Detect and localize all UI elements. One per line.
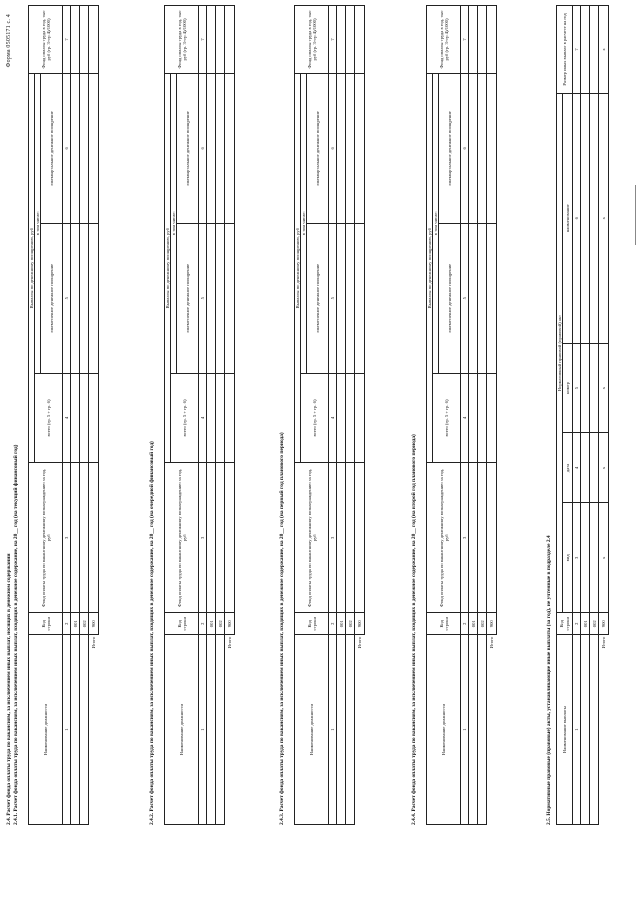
cell-code: 001 bbox=[207, 613, 216, 635]
cell-value[interactable] bbox=[590, 503, 599, 613]
cell-value[interactable] bbox=[337, 6, 346, 74]
cell-value[interactable] bbox=[469, 6, 478, 74]
cell-value[interactable] bbox=[590, 93, 599, 343]
page-edge-mark bbox=[635, 185, 636, 245]
total-value[interactable] bbox=[487, 6, 497, 74]
cell-value[interactable] bbox=[80, 373, 89, 463]
cell-position[interactable] bbox=[346, 635, 355, 825]
cell-value[interactable] bbox=[216, 6, 225, 74]
cell-position[interactable] bbox=[337, 635, 346, 825]
cell-position[interactable] bbox=[80, 635, 89, 825]
column-number: 4 bbox=[573, 433, 581, 503]
table-title: 2.4.3. Расчет фонда оплаты труда по вакансиям, за исключением иных выплат, входящих в денежное содержание, на 20__ год (на первый год планового периода) bbox=[279, 432, 285, 825]
subsection-title: 2.4.1. Расчет фонда оплаты труда по вакансиям, за исключением иных выплат, входящих в денежное содержание, на 20__ год (на текущий финансовый год) bbox=[13, 444, 19, 825]
cell-position[interactable] bbox=[71, 635, 80, 825]
cell-value[interactable] bbox=[590, 343, 599, 433]
total-code: 900 bbox=[225, 613, 235, 635]
header-year-fund: Фонд оплаты труда в год, тыс руб (гр. 3+гр 4)/1000) bbox=[29, 6, 63, 74]
header-name: Наименование должности bbox=[295, 635, 329, 825]
column-number: 5 bbox=[199, 223, 207, 373]
total-value[interactable] bbox=[89, 6, 99, 74]
header-payments: Выплаты по денежному поощрению, руб bbox=[29, 73, 35, 462]
total-value[interactable] bbox=[89, 373, 99, 463]
total-value[interactable] bbox=[487, 73, 497, 223]
cell-position[interactable] bbox=[216, 635, 225, 825]
total-value[interactable] bbox=[225, 73, 235, 223]
cell-payment[interactable] bbox=[590, 635, 599, 825]
column-number: 3 bbox=[63, 463, 71, 613]
column-number: 6 bbox=[461, 73, 469, 223]
header-quarterly: ежеквартальное денежное поощрение bbox=[439, 73, 461, 223]
column-number: 4 bbox=[461, 373, 469, 463]
section-title: 2.4. Расчет фонда оплаты труда по вакансиям, за исключением иных выплат, носящих в денежном содержании bbox=[6, 553, 12, 825]
cell-value[interactable] bbox=[80, 463, 89, 613]
cell-code: 001 bbox=[71, 613, 80, 635]
column-number: 6 bbox=[573, 93, 581, 343]
cell-value[interactable] bbox=[346, 73, 355, 223]
cell-value[interactable] bbox=[337, 373, 346, 463]
total-code: 900 bbox=[487, 613, 497, 635]
total-value[interactable] bbox=[355, 373, 365, 463]
total-mark: x bbox=[599, 93, 609, 343]
total-value[interactable] bbox=[487, 373, 497, 463]
cell-value[interactable] bbox=[478, 463, 487, 613]
header-including: в том числе: bbox=[171, 73, 177, 373]
cell-value[interactable] bbox=[478, 6, 487, 74]
cell-value[interactable] bbox=[207, 73, 216, 223]
cell-payment[interactable] bbox=[581, 635, 590, 825]
cell-value[interactable] bbox=[346, 223, 355, 373]
total-row bbox=[89, 6, 99, 825]
total-value[interactable] bbox=[89, 223, 99, 373]
wage-table bbox=[164, 5, 235, 825]
cell-code: 002 bbox=[80, 613, 89, 635]
column-numbers-row bbox=[63, 6, 71, 825]
total-value[interactable] bbox=[487, 463, 497, 613]
header-amount: Размер иных выплат в расчете на год bbox=[557, 6, 573, 94]
header-code: Код строки bbox=[427, 613, 461, 635]
column-number: 7 bbox=[461, 6, 469, 74]
cell-value[interactable] bbox=[337, 73, 346, 223]
column-number: 3 bbox=[329, 463, 337, 613]
column-number: 6 bbox=[63, 73, 71, 223]
column-number: 5 bbox=[63, 223, 71, 373]
header-payments: Выплаты по денежному поощрению, руб bbox=[165, 73, 171, 462]
cell-value[interactable] bbox=[469, 223, 478, 373]
column-number: 3 bbox=[461, 463, 469, 613]
table-title: 2.4.2. Расчет фонда оплаты труда по вакансиям, за исключением иных выплат, входящих в денежное содержание, на 20__ год (на очередной финансовый год) bbox=[149, 441, 155, 825]
normative-title: 2.5. Нормативные правовые (правовые) акты, устанавливающие иные выплаты (за год), не учтенные в подразделе 2.4 bbox=[546, 535, 552, 825]
column-number: 2 bbox=[63, 613, 71, 635]
header-payments: Выплаты по денежному поощрению, руб bbox=[427, 73, 433, 462]
cell-value[interactable] bbox=[71, 223, 80, 373]
column-numbers-row bbox=[199, 6, 207, 825]
total-value[interactable] bbox=[355, 463, 365, 613]
total-code: 900 bbox=[599, 613, 609, 635]
column-number: 6 bbox=[199, 73, 207, 223]
header-total: всего (гр. 5 + гр. 6) bbox=[35, 373, 63, 463]
column-number: 1 bbox=[461, 635, 469, 825]
total-label: Итого bbox=[355, 635, 365, 825]
form-code: Форма 0505171 с. 4 bbox=[6, 14, 12, 68]
column-numbers-row bbox=[573, 6, 581, 825]
column-number: 5 bbox=[329, 223, 337, 373]
cell-value[interactable] bbox=[478, 373, 487, 463]
cell-code: 001 bbox=[469, 613, 478, 635]
column-number: 2 bbox=[329, 613, 337, 635]
header-monthly: ежемесячное денежное поощрение bbox=[439, 223, 461, 373]
total-mark: x bbox=[599, 503, 609, 613]
total-row bbox=[487, 6, 497, 825]
header-act-name: наименование bbox=[563, 93, 573, 343]
column-number: 5 bbox=[573, 343, 581, 433]
total-mark: x bbox=[599, 433, 609, 503]
column-number: 2 bbox=[461, 613, 469, 635]
cell-value[interactable] bbox=[216, 463, 225, 613]
header-name: Наименование должности bbox=[427, 635, 461, 825]
wage-table bbox=[28, 5, 99, 825]
cell-code: 002 bbox=[216, 613, 225, 635]
cell-value[interactable] bbox=[71, 6, 80, 74]
header-name: Наименование должности bbox=[165, 635, 199, 825]
cell-value[interactable] bbox=[581, 503, 590, 613]
cell-value[interactable] bbox=[216, 73, 225, 223]
header-fund: Фонд оплаты труда по вакантному денежному вознаграждению за год, руб bbox=[29, 463, 63, 613]
cell-value[interactable] bbox=[590, 6, 599, 94]
cell-value[interactable] bbox=[71, 373, 80, 463]
header-monthly: ежемесячное денежное поощрение bbox=[307, 223, 329, 373]
total-value[interactable] bbox=[225, 463, 235, 613]
cell-value[interactable] bbox=[469, 463, 478, 613]
normative-table bbox=[556, 5, 609, 825]
cell-value[interactable] bbox=[80, 223, 89, 373]
table-row bbox=[207, 6, 216, 825]
column-number: 7 bbox=[199, 6, 207, 74]
column-number: 4 bbox=[63, 373, 71, 463]
cell-value[interactable] bbox=[590, 433, 599, 503]
header-payments: Выплаты по денежному поощрению, руб bbox=[295, 73, 301, 462]
cell-value[interactable] bbox=[337, 463, 346, 613]
header-total: всего (гр. 5 + гр. 6) bbox=[433, 373, 461, 463]
table-row bbox=[478, 6, 487, 825]
cell-code: 001 bbox=[581, 613, 590, 635]
column-number: 1 bbox=[329, 635, 337, 825]
table-row bbox=[469, 6, 478, 825]
header-fund: Фонд оплаты труда по вакантному денежному вознаграждению за год, руб bbox=[295, 463, 329, 613]
cell-position[interactable] bbox=[478, 635, 487, 825]
column-numbers-row bbox=[461, 6, 469, 825]
cell-value[interactable] bbox=[207, 373, 216, 463]
total-value[interactable] bbox=[487, 223, 497, 373]
cell-code: 002 bbox=[478, 613, 487, 635]
column-number: 4 bbox=[329, 373, 337, 463]
header-quarterly: ежеквартальное денежное поощрение bbox=[177, 73, 199, 223]
cell-value[interactable] bbox=[581, 433, 590, 503]
header-quarterly: ежеквартальное денежное поощрение bbox=[307, 73, 329, 223]
cell-code: 001 bbox=[337, 613, 346, 635]
cell-value[interactable] bbox=[478, 223, 487, 373]
header-quarterly: ежеквартальное денежное поощрение bbox=[41, 73, 63, 223]
table-row bbox=[590, 6, 599, 825]
cell-value[interactable] bbox=[469, 73, 478, 223]
header-monthly: ежемесячное денежное поощрение bbox=[177, 223, 199, 373]
total-code: 900 bbox=[89, 613, 99, 635]
header-code: Код строки bbox=[165, 613, 199, 635]
total-mark: x bbox=[599, 343, 609, 433]
column-number: 1 bbox=[573, 635, 581, 825]
cell-value[interactable] bbox=[80, 6, 89, 74]
table-title: 2.4.4. Расчет фонда оплаты труда по вакансиям, за исключением иных выплат, входящих в денежное содержание, на 20__ год (на второй год планового периода) bbox=[411, 434, 417, 825]
column-number: 7 bbox=[63, 6, 71, 74]
cell-value[interactable] bbox=[581, 343, 590, 433]
column-number: 1 bbox=[199, 635, 207, 825]
total-row bbox=[599, 6, 609, 825]
cell-value[interactable] bbox=[207, 6, 216, 74]
total-mark: x bbox=[599, 6, 609, 94]
column-number: 3 bbox=[573, 503, 581, 613]
wage-table bbox=[426, 5, 497, 825]
cell-value[interactable] bbox=[337, 223, 346, 373]
column-number: 7 bbox=[573, 6, 581, 94]
total-label: Итого bbox=[487, 635, 497, 825]
table-row bbox=[581, 6, 590, 825]
table-row bbox=[80, 6, 89, 825]
total-row bbox=[355, 6, 365, 825]
cell-value[interactable] bbox=[71, 463, 80, 613]
header-code: Код строки bbox=[557, 613, 573, 635]
wage-table bbox=[294, 5, 365, 825]
cell-position[interactable] bbox=[207, 635, 216, 825]
cell-position[interactable] bbox=[469, 635, 478, 825]
header-payment-name: Наименование выплаты bbox=[557, 635, 573, 825]
column-number: 2 bbox=[199, 613, 207, 635]
header-year-fund: Фонд оплаты труда в год, тыс руб (гр. 3+гр 4)/1000) bbox=[295, 6, 329, 74]
total-value[interactable] bbox=[225, 373, 235, 463]
column-number: 4 bbox=[199, 373, 207, 463]
cell-value[interactable] bbox=[346, 373, 355, 463]
cell-value[interactable] bbox=[478, 73, 487, 223]
cell-value[interactable] bbox=[469, 373, 478, 463]
cell-value[interactable] bbox=[581, 93, 590, 343]
cell-value[interactable] bbox=[581, 6, 590, 94]
header-fund: Фонд оплаты труда по вакантному денежному вознаграждению за год, руб bbox=[165, 463, 199, 613]
table-row bbox=[71, 6, 80, 825]
column-numbers-row bbox=[329, 6, 337, 825]
header-total: всего (гр. 5 + гр. 6) bbox=[301, 373, 329, 463]
header-kind: вид bbox=[563, 503, 573, 613]
total-value[interactable] bbox=[355, 6, 365, 74]
cell-value[interactable] bbox=[346, 463, 355, 613]
cell-value[interactable] bbox=[207, 223, 216, 373]
table-row bbox=[216, 6, 225, 825]
header-monthly: ежемесячное денежное поощрение bbox=[41, 223, 63, 373]
column-number: 3 bbox=[199, 463, 207, 613]
cell-code: 002 bbox=[346, 613, 355, 635]
total-label: Итого bbox=[225, 635, 235, 825]
header-number: номер bbox=[563, 343, 573, 433]
cell-value[interactable] bbox=[207, 463, 216, 613]
total-code: 900 bbox=[355, 613, 365, 635]
cell-value[interactable] bbox=[71, 73, 80, 223]
table-row bbox=[346, 6, 355, 825]
cell-code: 002 bbox=[590, 613, 599, 635]
total-label: Итого bbox=[89, 635, 99, 825]
header-name: Наименование должности bbox=[29, 635, 63, 825]
cell-value[interactable] bbox=[80, 73, 89, 223]
total-label: Итого bbox=[599, 635, 609, 825]
column-number: 7 bbox=[329, 6, 337, 74]
header-including: в том числе: bbox=[301, 73, 307, 373]
header-including: в том числе: bbox=[35, 73, 41, 373]
column-number: 1 bbox=[63, 635, 71, 825]
header-date: дата bbox=[563, 433, 573, 503]
header-fund: Фонд оплаты труда по вакантному денежному вознаграждению за год, руб bbox=[427, 463, 461, 613]
header-act-group: Нормативный правовой (правовой) акт bbox=[557, 93, 563, 612]
total-value[interactable] bbox=[355, 73, 365, 223]
total-row bbox=[225, 6, 235, 825]
total-value[interactable] bbox=[225, 223, 235, 373]
cell-value[interactable] bbox=[216, 373, 225, 463]
header-year-fund: Фонд оплаты труда в год, тыс руб (гр. 3+гр 4)/1000) bbox=[165, 6, 199, 74]
total-value[interactable] bbox=[225, 6, 235, 74]
total-value[interactable] bbox=[355, 223, 365, 373]
header-including: в том числе: bbox=[433, 73, 439, 373]
header-code: Код строки bbox=[29, 613, 63, 635]
total-value[interactable] bbox=[89, 463, 99, 613]
cell-value[interactable] bbox=[216, 223, 225, 373]
table-row bbox=[337, 6, 346, 825]
total-value[interactable] bbox=[89, 73, 99, 223]
column-number: 5 bbox=[461, 223, 469, 373]
header-code: Код строки bbox=[295, 613, 329, 635]
header-total: всего (гр. 5 + гр. 6) bbox=[171, 373, 199, 463]
column-number: 2 bbox=[573, 613, 581, 635]
cell-value[interactable] bbox=[346, 6, 355, 74]
column-number: 6 bbox=[329, 73, 337, 223]
header-year-fund: Фонд оплаты труда в год, тыс руб (гр. 3+гр 4)/1000) bbox=[427, 6, 461, 74]
